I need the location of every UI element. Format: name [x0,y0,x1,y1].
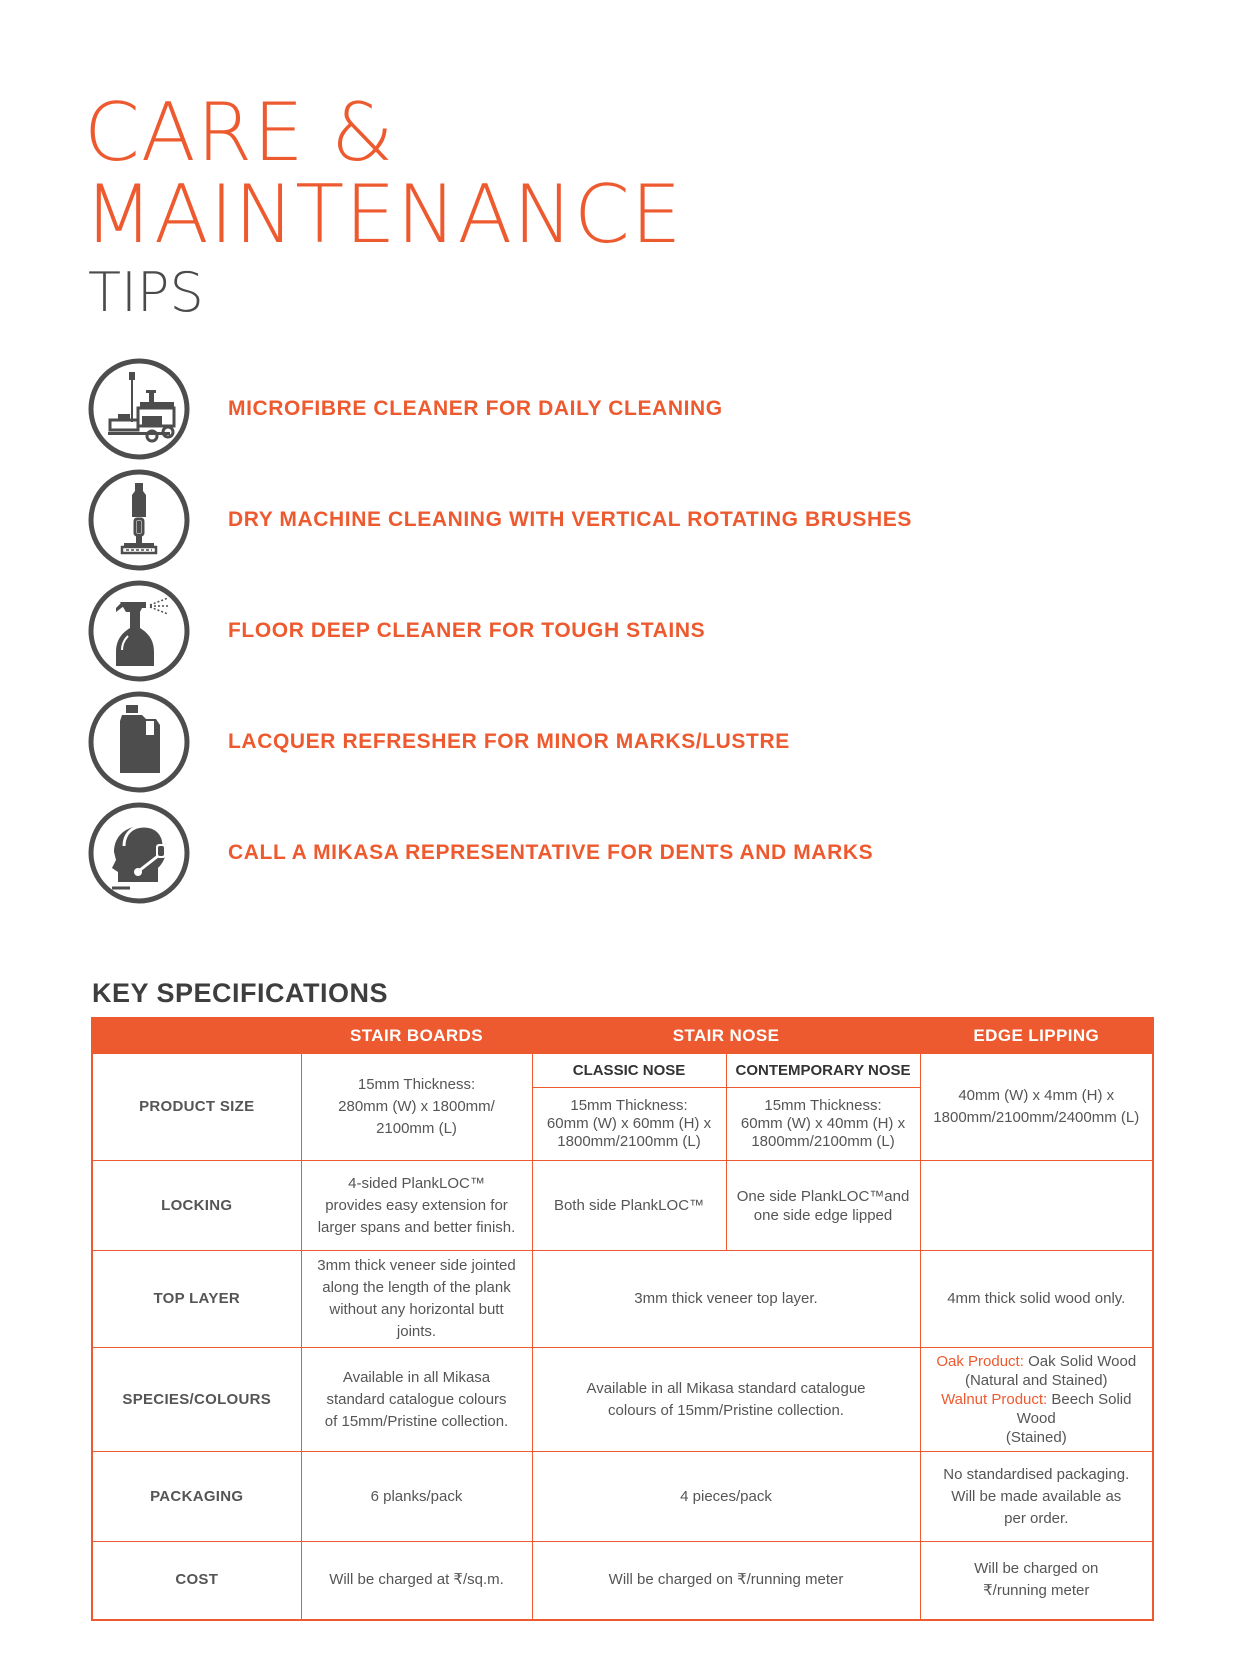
cell-top-layer-stair-boards: 3mm thick veneer side jointed along the length of the plank without any horizontal butt joints. [301,1251,532,1348]
cell-species-edge-lipping: Oak Product: Oak Solid Wood (Natural and Stained) Walnut Product: Beech Solid Wood (Stained) [920,1348,1153,1452]
row-label-locking: LOCKING [92,1161,301,1251]
cell-cost-stair-nose: Will be charged on ₹/running meter [532,1542,920,1620]
spray-bottle-icon [88,580,190,682]
tip-text: CALL A MIKASA REPRESENTATIVE FOR DENTS AND MARKS [228,841,874,864]
cell-top-layer-edge-lipping: 4mm thick solid wood only. [920,1251,1153,1348]
cell-product-size-contemporary-nose: 15mm Thickness: 60mm (W) x 40mm (H) x 1800mm/2100mm (L) [726,1088,920,1161]
tip-item [88,688,988,796]
cell-locking-edge-lipping [920,1161,1153,1251]
tip-text: DRY MACHINE CLEANING WITH VERTICAL ROTATING BRUSHES [228,508,912,531]
cell-packaging-stair-boards: 6 planks/pack [301,1452,532,1542]
key-specifications-heading: KEY SPECIFICATIONS [92,978,389,1008]
row-label-top-layer: TOP LAYER [92,1251,301,1348]
vacuum-cleaner-icon [88,469,190,571]
cell-species-stair-boards: Available in all Mikasa standard catalogue colours of 15mm/Pristine collection. [301,1348,532,1452]
tip-text: MICROFIBRE CLEANER FOR DAILY CLEANING [228,397,723,420]
cell-product-size-classic-nose: 15mm Thickness: 60mm (W) x 60mm (H) x 1800mm/2100mm (L) [532,1088,726,1161]
page-title-line-2: MAINTENANCE [84,168,683,261]
row-label-cost: COST [92,1542,301,1620]
cell-locking-classic-nose: Both side PlankLOC™ [532,1161,726,1251]
tip-item [88,577,988,685]
cell-locking-stair-boards: 4-sided PlankLOC™ provides easy extension for larger spans and better finish. [301,1161,532,1251]
subcolumn-header-contemporary-nose: CONTEMPORARY NOSE [726,1054,920,1088]
headset-representative-icon [88,802,190,904]
page-title-line-1: CARE & [84,86,395,179]
cell-cost-edge-lipping: Will be charged on ₹/running meter [920,1542,1153,1620]
cell-product-size-edge-lipping: 40mm (W) x 4mm (H) x 1800mm/2100mm/2400mm (L) [920,1054,1153,1161]
row-label-species-colours: SPECIES/COLOURS [92,1348,301,1452]
tip-item [88,799,988,907]
key-specifications-table [91,1017,1154,1621]
cell-product-size-stair-boards: 15mm Thickness: 280mm (W) x 1800mm/ 2100mm (L) [301,1054,532,1161]
page-subtitle: TIPS [88,261,204,324]
column-header-edge-lipping: EDGE LIPPING [920,1018,1153,1054]
subcolumn-header-classic-nose: CLASSIC NOSE [532,1054,726,1088]
jerry-can-icon [88,691,190,793]
tip-text: LACQUER REFRESHER FOR MINOR MARKS/LUSTRE [228,730,790,753]
cell-locking-contemporary-nose: One side PlankLOC™and one side edge lipped [726,1161,920,1251]
row-label-product-size: PRODUCT SIZE [92,1054,301,1161]
column-header-stair-nose: STAIR NOSE [532,1018,920,1054]
cell-packaging-edge-lipping: No standardised packaging. Will be made available as per order. [920,1452,1153,1542]
row-label-packaging: PACKAGING [92,1452,301,1542]
tip-text: FLOOR DEEP CLEANER FOR TOUGH STAINS [228,619,706,642]
tip-item [88,355,988,463]
mop-cart-icon [88,358,190,460]
cell-top-layer-stair-nose: 3mm thick veneer top layer. [532,1251,920,1348]
cell-packaging-stair-nose: 4 pieces/pack [532,1452,920,1542]
cell-cost-stair-boards: Will be charged at ₹/sq.m. [301,1542,532,1620]
cell-species-stair-nose: Available in all Mikasa standard catalogue colours of 15mm/Pristine collection. [532,1348,920,1452]
header-blank-cell [92,1018,301,1054]
tip-item [88,466,988,574]
column-header-stair-boards: STAIR BOARDS [301,1018,532,1054]
